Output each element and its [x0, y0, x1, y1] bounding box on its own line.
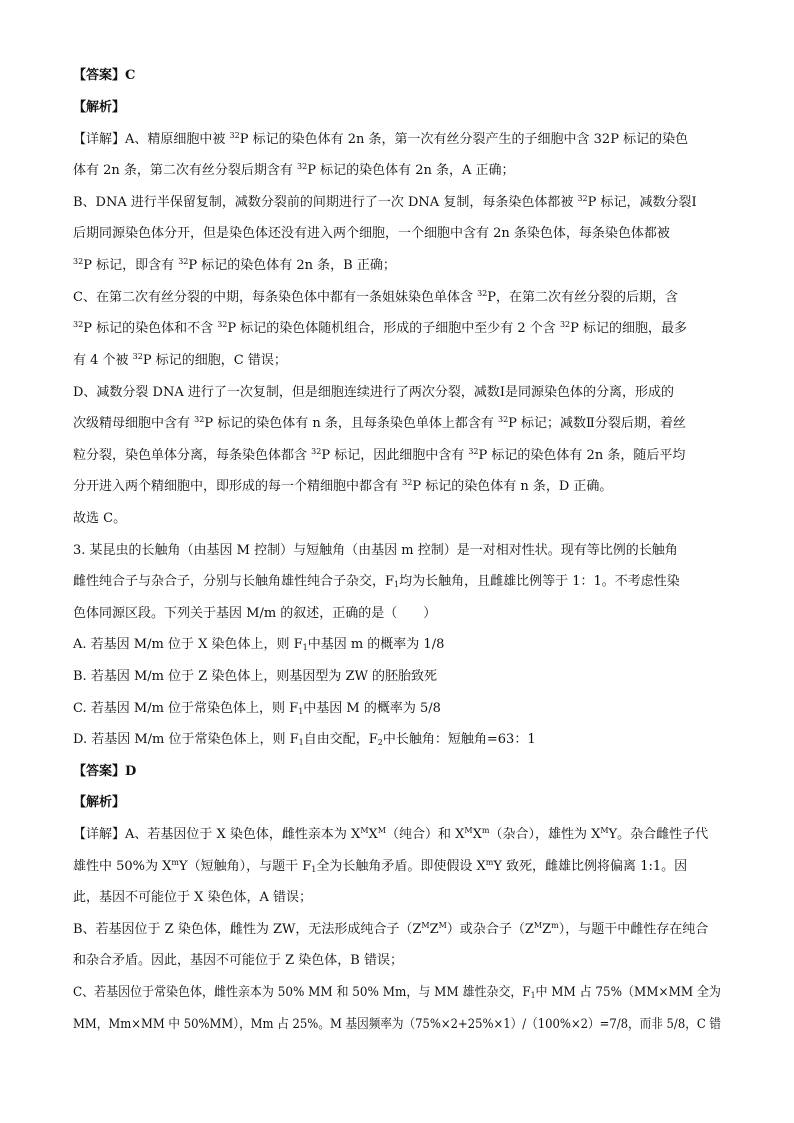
explanation-line: B、DNA 进行半保留复制，减数分裂前的间期进行了一次 DNA 复制，每条染色体都被 $^{32}$P 标记，减数分裂Ⅰ	[73, 194, 697, 210]
explanation-line: 后期同源染色体分开，但是染色体还没有进入两个细胞，一个细胞中含有 2n 条染色体，每条染色体都被	[73, 226, 670, 241]
explanation-line: $^{32}$P 标记，即含有 $^{32}$P 标记的染色体有 2n 条，B 正确；	[73, 257, 396, 273]
explanation-line: 雄性中 50%为 $X^mY$（短触角），与题干 $F_1$全为长触角矛盾。即使假设 $X^mY$ 致死，雌雄比例将偏离 1:1。因	[73, 858, 688, 874]
explanation-line: 体有 2n 条，第二次有丝分裂后期含有 $^{32}$P 标记的染色体有 2n 条，A 正确；	[73, 162, 515, 178]
question-stem: 色体同源区段。下列关于基因 M/m 的叙述，正确的是（ ）	[73, 606, 437, 621]
detail-label: 【详解】	[73, 132, 126, 147]
explanation-line: $^{32}$P 标记的染色体和不含 $^{32}$P 标记的染色体随机组合，形成的子细胞中至少有 2 个含 $^{32}$P 标记的细胞，最多	[73, 320, 688, 336]
explanation-line: 和杂合矛盾。因此，基因不可能位于 Z 染色体，B 错误；	[73, 953, 403, 968]
detail-label: 【详解】	[73, 827, 126, 842]
answer-label: 【答案】C	[73, 68, 136, 83]
explanation-line: 次级精母细胞中含有 $^{32}$P 标记的染色体有 n 条，且每条染色单体上都含有 $^{32}$P 标记；减数Ⅱ分裂后期，着丝	[73, 415, 686, 431]
explanation-line: MM，Mm×MM 中 50%MM），Mm 占 25%。M 基因频率为（75%×2+25%×1）/（100%×2）=7/8，而非 5/8，C 错	[73, 1017, 721, 1032]
answer-label: 【答案】D	[73, 764, 137, 779]
explanation-line: 【详解】A、若基因位于 X 染色体，雌性亲本为 $X^MX^M$（纯合）和 $X^MX^m$（杂合），雄性为 $X^MY$。杂合雌性子代	[73, 826, 709, 842]
explanation-line: 有 4 个被 $^{32}$P 标记的细胞，C 错误；	[73, 352, 287, 368]
explanation-line: C、若基因位于常染色体，雌性亲本为 50% MM 和 50% Mm，与 MM 雄性杂交，$F_1$中 MM 占 75%（MM×MM 全为	[73, 985, 721, 1000]
explanation-line: 【详解】A、精原细胞中被 $^{32}$P 标记的染色体有 2n 条，第一次有丝分裂产生的子细胞中含 32P 标记的染色	[73, 131, 689, 147]
analysis-label: 【解析】	[73, 795, 126, 810]
explanation-line: D、减数分裂 DNA 进行了一次复制，但是细胞连续进行了两次分裂，减数Ⅰ是同源染色体的分离，形成的	[73, 385, 675, 400]
explanation-line: 此，基因不可能位于 X 染色体，A 错误；	[73, 890, 313, 905]
option-c: C. 若基因 M/m 位于常染色体上，则 $F_1$中基因 M 的概率为 5/8	[73, 701, 441, 716]
explanation-line: C、在第二次有丝分裂的中期，每条染色体中都有一条姐妹染色单体含 $^{32}$P，在第二次有丝分裂的后期，含	[73, 289, 679, 305]
question-stem: 3. 某昆虫的长触角（由基因 M 控制）与短触角（由基因 m 控制）是一对相对性状。现有等比例的长触角	[73, 543, 678, 558]
explanation-line: B、若基因位于 Z 染色体，雌性为 ZW，无法形成纯合子$(Z^MZ^M)$或杂合子$(Z^MZ^m)$，与题干中雌性存在纯合	[73, 921, 709, 937]
explanation-line: 粒分裂，染色单体分离，每条染色体都含 $^{32}$P 标记，因此细胞中含有 $^{32}$P 标记的染色体有 2n 条，随后平均	[73, 447, 686, 463]
option-d: D. 若基因 M/m 位于常染色体上，则 $F_1$自由交配，$F_2$中长触角：短触角=63：1	[73, 732, 536, 747]
option-a: A. 若基因 M/m 位于 X 染色体上，则 $F_1$中基因 m 的概率为 1/8	[73, 637, 445, 652]
conclusion: 故选 C。	[73, 511, 127, 526]
explanation-line: 分开进入两个精细胞中，即形成的每一个精细胞中都含有 $^{32}$P 标记的染色体有 n 条，D 正确。	[73, 478, 613, 494]
option-b: B. 若基因 M/m 位于 Z 染色体上，则基因型为 ZW 的胚胎致死	[73, 669, 438, 684]
analysis-label: 【解析】	[73, 100, 126, 115]
question-stem: 雌性纯合子与杂合子，分别与长触角雄性纯合子杂交，$F_1$均为长触角，且雌雄比例等于 1：1。不考虑性染	[73, 574, 680, 589]
